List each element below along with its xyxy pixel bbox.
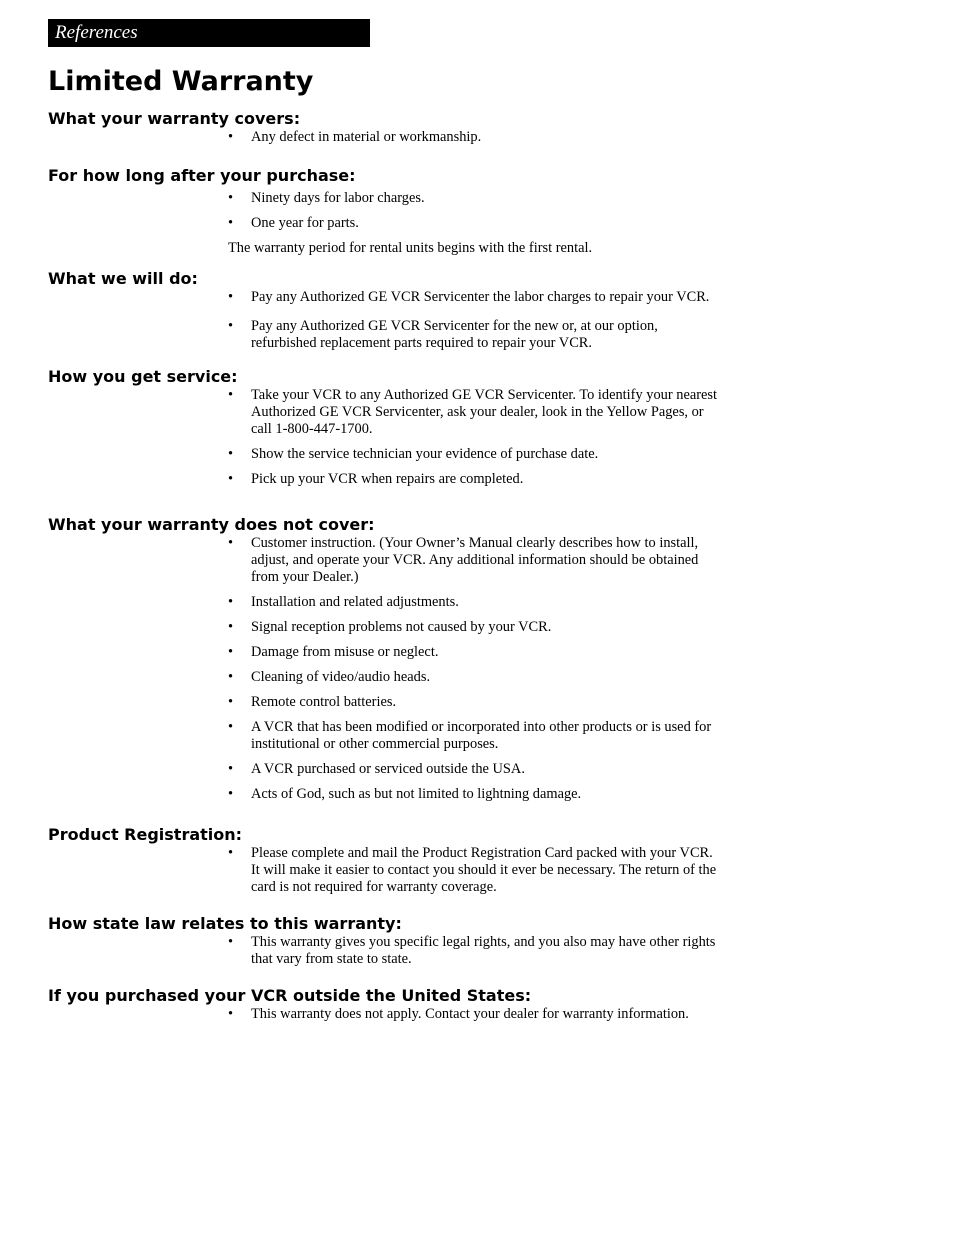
list-item: • This warranty gives you specific legal rights, and you also may have other rights that vary from state to state. — [228, 934, 718, 968]
list-item: • Remote control batteries. — [228, 694, 718, 711]
section-product-registration — [48, 825, 718, 896]
bullet-list — [48, 934, 718, 968]
list-item: • Ninety days for labor charges. — [228, 190, 718, 207]
bullet-list — [48, 190, 718, 232]
section-heading: How you get service: — [48, 367, 238, 386]
page-title: Limited Warranty — [48, 66, 314, 97]
list-item: • Pick up your VCR when repairs are completed. — [228, 471, 718, 488]
bullet-list — [48, 129, 718, 146]
section-what-we-do — [48, 269, 718, 352]
list-item: • Signal reception problems not caused by your VCR. — [228, 619, 718, 636]
section-coverage — [48, 109, 718, 146]
list-item: • One year for parts. — [228, 215, 718, 232]
section-heading: How state law relates to this warranty: — [48, 914, 402, 933]
list-item: • Pay any Authorized GE VCR Servicenter for the new or, at our option, refurbished replacement parts required to repair your VCR. — [228, 318, 718, 352]
section-outside-us — [48, 986, 718, 1023]
section-header-bar — [48, 19, 370, 47]
section-get-service — [48, 367, 718, 488]
section-duration — [48, 166, 718, 257]
list-item: • Show the service technician your evidence of purchase date. — [228, 446, 718, 463]
list-item: • Installation and related adjustments. — [228, 594, 718, 611]
rental-note: The warranty period for rental units begins with the first rental. — [228, 240, 593, 256]
bullet-list — [48, 845, 718, 896]
list-item: • This warranty does not apply. Contact your dealer for warranty information. — [228, 1006, 718, 1023]
bullet-list — [48, 1006, 718, 1023]
section-state-law — [48, 914, 718, 968]
bullet-list — [48, 289, 718, 352]
section-heading: What your warranty does not cover: — [48, 515, 375, 534]
list-item: • Customer instruction. (Your Owner’s Manual clearly describes how to install, adjust, and operate your VCR. Any additional information should be obtained from your Dealer.) — [228, 535, 718, 586]
list-item: • Cleaning of video/audio heads. — [228, 669, 718, 686]
section-heading: If you purchased your VCR outside the United States: — [48, 986, 532, 1005]
list-item: • Pay any Authorized GE VCR Servicenter the labor charges to repair your VCR. — [228, 289, 718, 306]
list-item: • A VCR that has been modified or incorporated into other products or is used for institutional or other commercial purposes. — [228, 719, 718, 753]
section-heading: For how long after your purchase: — [48, 166, 356, 185]
bullet-list — [48, 535, 718, 803]
section-not-covered — [48, 515, 718, 803]
section-heading: What your warranty covers: — [48, 109, 301, 128]
list-item: • Take your VCR to any Authorized GE VCR Servicenter. To identify your nearest Authorized GE VCR Servicenter, ask your dealer, look in the Yellow Pages, or call 1-800-447-1700. — [228, 387, 718, 438]
bullet-list — [48, 387, 718, 488]
section-heading: Product Registration: — [48, 825, 243, 844]
list-item: • Acts of God, such as but not limited to lightning damage. — [228, 786, 718, 803]
list-item: • Damage from misuse or neglect. — [228, 644, 718, 661]
warranty-sections — [48, 109, 718, 1031]
list-item: • A VCR purchased or serviced outside the USA. — [228, 761, 718, 778]
list-item: • Please complete and mail the Product Registration Card packed with your VCR. It will make it easier to contact you should it ever be necessary. The return of the card is not required for warranty coverage. — [228, 845, 718, 896]
list-item: • Any defect in material or workmanship. — [228, 129, 718, 146]
section-heading: What we will do: — [48, 269, 198, 288]
section-header-label: References — [55, 22, 138, 43]
